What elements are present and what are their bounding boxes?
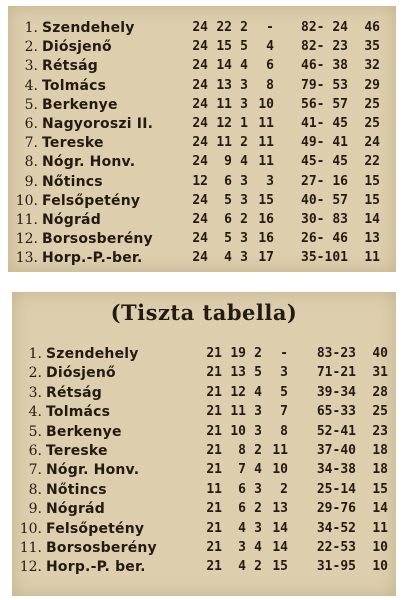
team-cell: Horp.-P. ber. — [46, 559, 146, 576]
rank-cell: 5. — [28, 423, 42, 440]
rank-cell: 3. — [24, 58, 38, 75]
table-row — [12, 538, 396, 558]
played-cell: 12 — [192, 173, 208, 189]
played-cell: 24 — [192, 212, 208, 227]
points-cell: 18 — [372, 443, 388, 458]
played-cell: 21 — [206, 540, 222, 555]
won-cell: 6 — [224, 212, 232, 227]
won-cell: 4 — [238, 520, 246, 536]
rank-cell: 2. — [24, 39, 38, 56]
drawn-cell: 2 — [254, 346, 262, 361]
played-cell: 21 — [206, 346, 222, 361]
table-row — [8, 229, 396, 249]
lost-cell: 11 — [258, 135, 274, 151]
standings-clipping — [8, 6, 396, 272]
team-cell: Diósjenő — [46, 365, 116, 382]
team-cell: Rétság — [46, 384, 102, 401]
won-cell: 22 — [216, 20, 232, 35]
lost-cell: 10 — [272, 462, 288, 478]
drawn-cell: 3 — [254, 520, 262, 536]
points-cell: 15 — [372, 481, 388, 497]
team-cell: Berkenye — [46, 423, 122, 440]
won-cell: 10 — [230, 423, 246, 439]
rank-cell: 4. — [28, 404, 42, 421]
points-cell: 25 — [364, 96, 380, 112]
drawn-cell: 2 — [240, 135, 248, 151]
table-row — [12, 441, 396, 461]
table-row — [8, 114, 396, 134]
played-cell: 24 — [192, 20, 208, 35]
rank-cell: 7. — [24, 135, 38, 152]
played-cell: 21 — [206, 423, 222, 439]
played-cell: 11 — [206, 481, 222, 497]
goals-cell: 49- 41 — [301, 135, 348, 151]
played-cell: 24 — [192, 116, 208, 131]
goals-cell: 83-23 — [316, 346, 356, 361]
lost-cell: 15 — [258, 192, 274, 208]
goals-cell: 35-101 — [301, 250, 348, 266]
table-row — [8, 133, 396, 153]
played-cell: 24 — [192, 96, 208, 112]
rank-cell: 6. — [28, 443, 42, 459]
points-cell: 15 — [364, 173, 380, 189]
rank-cell: 1. — [24, 20, 38, 36]
lost-cell: 3 — [280, 365, 288, 381]
played-cell: 21 — [206, 384, 222, 400]
points-cell: 18 — [372, 462, 388, 478]
team-cell: Horp.-P.-ber. — [42, 250, 143, 267]
team-cell: Felsőpetény — [42, 192, 141, 209]
won-cell: 19 — [230, 346, 246, 361]
rank-cell: 5. — [24, 96, 38, 113]
goals-cell: 79- 53 — [301, 77, 348, 93]
goals-cell: 31-95 — [316, 559, 356, 575]
won-cell: 8 — [238, 443, 246, 458]
won-cell: 4 — [238, 559, 246, 575]
table-row — [12, 402, 396, 422]
rank-cell: 13. — [15, 250, 38, 267]
table-row — [12, 480, 396, 500]
played-cell: 21 — [206, 520, 222, 536]
played-cell: 24 — [192, 192, 208, 208]
team-cell: Diósjenő — [42, 39, 112, 56]
lost-cell: 14 — [272, 520, 288, 536]
lost-cell: 8 — [280, 423, 288, 439]
played-cell: 24 — [192, 154, 208, 170]
team-cell: Szendehely — [42, 20, 135, 36]
team-cell: Felsőpetény — [46, 520, 145, 537]
won-cell: 5 — [224, 231, 232, 247]
team-cell: Nógrád — [46, 501, 105, 518]
points-cell: 10 — [372, 559, 388, 575]
goals-cell: 39-34 — [316, 384, 356, 400]
lost-cell: 14 — [272, 540, 288, 555]
goals-cell: 27- 16 — [301, 173, 348, 189]
rank-cell: 6. — [24, 116, 38, 132]
table-row — [8, 172, 396, 192]
drawn-cell: 2 — [254, 443, 262, 458]
table-row — [8, 248, 396, 268]
table-row — [12, 383, 396, 403]
lost-cell: 2 — [280, 481, 288, 497]
clean-table-title: (Tiszta tabella) — [110, 300, 298, 325]
team-cell: Nőtincs — [46, 481, 107, 498]
points-cell: 14 — [364, 212, 380, 227]
lost-cell: 5 — [280, 384, 288, 400]
points-cell: 13 — [364, 231, 380, 247]
points-cell: 24 — [364, 135, 380, 151]
played-cell: 21 — [206, 559, 222, 575]
won-cell: 13 — [216, 77, 232, 93]
table-row — [8, 37, 396, 57]
won-cell: 11 — [216, 135, 232, 151]
lost-cell: 3 — [266, 173, 274, 189]
drawn-cell: 4 — [254, 462, 262, 478]
won-cell: 6 — [238, 501, 246, 517]
team-cell: Nagyoroszi II. — [42, 116, 154, 132]
rank-cell: 12. — [19, 559, 42, 576]
team-cell: Tereske — [42, 135, 104, 152]
table-row — [12, 422, 396, 442]
played-cell: 24 — [192, 77, 208, 93]
points-cell: 46 — [364, 20, 380, 35]
team-cell: Borsosberény — [42, 231, 153, 248]
won-cell: 6 — [224, 173, 232, 189]
team-cell: Szendehely — [46, 346, 139, 362]
goals-cell: 37-40 — [316, 443, 356, 458]
drawn-cell: 3 — [240, 173, 248, 189]
clean-table-clipping — [12, 292, 396, 596]
goals-cell: 45- 45 — [301, 154, 348, 170]
team-cell: Tereske — [46, 443, 108, 459]
table-row — [12, 519, 396, 539]
drawn-cell: 3 — [240, 96, 248, 112]
rank-cell: 1. — [28, 346, 42, 362]
lost-cell: 10 — [258, 96, 274, 112]
lost-cell: 16 — [258, 212, 274, 227]
drawn-cell: 5 — [240, 39, 248, 55]
points-cell: 31 — [372, 365, 388, 381]
won-cell: 11 — [216, 96, 232, 112]
won-cell: 11 — [230, 404, 246, 420]
lost-cell: 16 — [258, 231, 274, 247]
drawn-cell: 4 — [254, 384, 262, 400]
played-cell: 24 — [192, 58, 208, 74]
drawn-cell: 4 — [254, 540, 262, 555]
won-cell: 14 — [216, 58, 232, 74]
drawn-cell: 2 — [254, 559, 262, 575]
won-cell: 4 — [224, 250, 232, 266]
points-cell: 10 — [372, 540, 388, 555]
drawn-cell: 3 — [254, 404, 262, 420]
rank-cell: 9. — [28, 501, 42, 518]
table-row — [8, 95, 396, 115]
table-row — [8, 191, 396, 211]
won-cell: 15 — [216, 39, 232, 55]
drawn-cell: 3 — [254, 423, 262, 439]
rank-cell: 4. — [24, 77, 38, 94]
played-cell: 24 — [192, 250, 208, 266]
drawn-cell: 3 — [240, 77, 248, 93]
lost-cell: 13 — [272, 501, 288, 517]
drawn-cell: 4 — [240, 154, 248, 170]
lost-cell: 11 — [272, 443, 288, 458]
table-row — [12, 363, 396, 383]
points-cell: 29 — [364, 77, 380, 93]
goals-cell: 26- 46 — [301, 231, 348, 247]
table-row — [12, 344, 396, 364]
table-row — [8, 76, 396, 96]
lost-cell: 7 — [280, 404, 288, 420]
won-cell: 3 — [238, 540, 246, 555]
team-cell: Nógr. Honv. — [46, 462, 140, 479]
rank-cell: 10. — [15, 192, 38, 209]
won-cell: 13 — [230, 365, 246, 381]
played-cell: 24 — [192, 39, 208, 55]
rank-cell: 11. — [15, 212, 38, 228]
table-row — [8, 210, 396, 230]
table-row — [12, 460, 396, 480]
rank-cell: 8. — [24, 154, 38, 171]
lost-cell: 17 — [258, 250, 274, 266]
lost-cell: 11 — [258, 154, 274, 170]
won-cell: 7 — [238, 462, 246, 478]
points-cell: 35 — [364, 39, 380, 55]
rank-cell: 11. — [19, 540, 42, 556]
played-cell: 21 — [206, 404, 222, 420]
goals-cell: 34-52 — [316, 520, 356, 536]
goals-cell: 29-76 — [316, 501, 356, 517]
drawn-cell: 3 — [254, 481, 262, 497]
goals-cell: 46- 38 — [301, 58, 348, 74]
lost-cell: - — [280, 346, 288, 361]
played-cell: 21 — [206, 462, 222, 478]
points-cell: 25 — [364, 116, 380, 131]
points-cell: 11 — [364, 250, 380, 266]
table-row — [8, 18, 396, 38]
rank-cell: 3. — [28, 384, 42, 401]
table-row — [12, 499, 396, 519]
rank-cell: 7. — [28, 462, 42, 479]
team-cell: Rétság — [42, 58, 98, 75]
rank-cell: 12. — [15, 231, 38, 248]
goals-cell: 82- 23 — [301, 39, 348, 55]
team-cell: Nőtincs — [42, 173, 103, 190]
drawn-cell: 3 — [240, 192, 248, 208]
rank-cell: 8. — [28, 481, 42, 498]
team-cell: Tolmács — [46, 404, 111, 421]
lost-cell: 4 — [266, 39, 274, 55]
goals-cell: 40- 57 — [301, 192, 348, 208]
table-row — [8, 152, 396, 172]
goals-cell: 22-53 — [316, 540, 356, 555]
won-cell: 6 — [238, 481, 246, 497]
played-cell: 21 — [206, 443, 222, 458]
lost-cell: - — [266, 20, 274, 35]
drawn-cell: 2 — [254, 501, 262, 517]
lost-cell: 8 — [266, 77, 274, 93]
rank-cell: 2. — [28, 365, 42, 382]
goals-cell: 25-14 — [316, 481, 356, 497]
goals-cell: 52-41 — [316, 423, 356, 439]
table-row — [8, 56, 396, 76]
team-cell: Borsosberény — [46, 540, 157, 556]
team-cell: Nógr. Honv. — [42, 154, 136, 171]
drawn-cell: 2 — [240, 20, 248, 35]
played-cell: 21 — [206, 365, 222, 381]
won-cell: 9 — [224, 154, 232, 170]
points-cell: 32 — [364, 58, 380, 74]
lost-cell: 6 — [266, 58, 274, 74]
won-cell: 12 — [230, 384, 246, 400]
won-cell: 5 — [224, 192, 232, 208]
points-cell: 23 — [372, 423, 388, 439]
drawn-cell: 2 — [240, 212, 248, 227]
drawn-cell: 1 — [240, 116, 248, 131]
played-cell: 21 — [206, 501, 222, 517]
table-row — [12, 557, 396, 577]
points-cell: 40 — [372, 346, 388, 361]
drawn-cell: 5 — [254, 365, 262, 381]
team-cell: Tolmács — [42, 77, 107, 94]
goals-cell: 56- 57 — [301, 96, 348, 112]
goals-cell: 34-38 — [316, 462, 356, 478]
rank-cell: 9. — [24, 173, 38, 190]
points-cell: 14 — [372, 501, 388, 517]
goals-cell: 41- 45 — [301, 116, 348, 131]
drawn-cell: 3 — [240, 250, 248, 266]
lost-cell: 11 — [258, 116, 274, 131]
played-cell: 24 — [192, 135, 208, 151]
points-cell: 15 — [364, 192, 380, 208]
won-cell: 12 — [216, 116, 232, 131]
team-cell: Nógrád — [42, 212, 101, 228]
goals-cell: 71-21 — [316, 365, 356, 381]
played-cell: 24 — [192, 231, 208, 247]
lost-cell: 15 — [272, 559, 288, 575]
goals-cell: 82- 24 — [301, 20, 348, 35]
points-cell: 11 — [372, 520, 388, 536]
points-cell: 25 — [372, 404, 388, 420]
points-cell: 22 — [364, 154, 380, 170]
goals-cell: 30- 83 — [301, 212, 348, 227]
drawn-cell: 4 — [240, 58, 248, 74]
team-cell: Berkenye — [42, 96, 118, 113]
rank-cell: 10. — [19, 520, 42, 537]
goals-cell: 65-33 — [316, 404, 356, 420]
points-cell: 28 — [372, 384, 388, 400]
drawn-cell: 3 — [240, 231, 248, 247]
